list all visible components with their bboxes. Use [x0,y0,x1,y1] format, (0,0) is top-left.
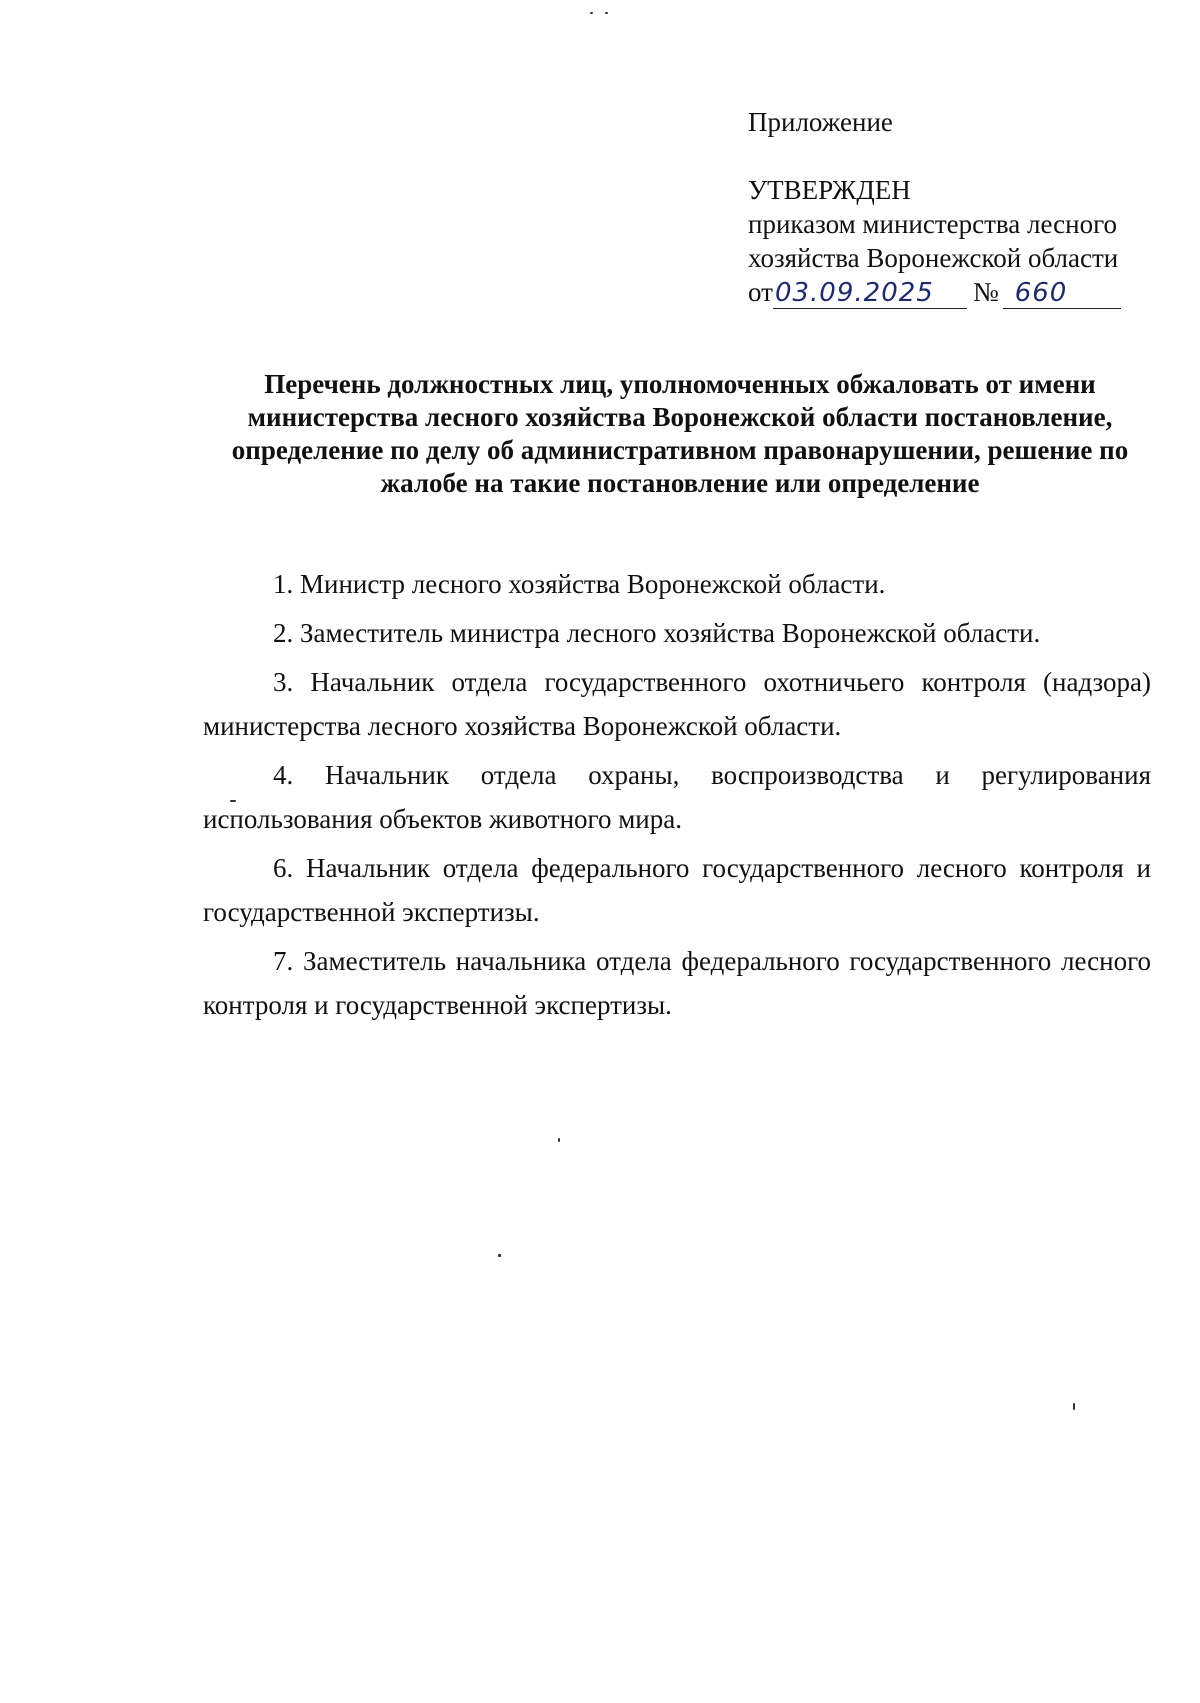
scan-speck [558,1138,560,1142]
list-item: 4. Начальник отдела охраны, воспроизводства и регулирования использования объектов животного мира. [203,760,1151,834]
approved-label: УТВЕРЖДЕН [748,175,911,205]
order-number-handwritten: 660 [1014,278,1068,308]
annex-title: Приложение [748,107,893,137]
date-prefix: от [748,277,773,307]
approved-by-line-1: приказом министерства лесного [748,209,1117,239]
list-item: 2. Заместитель министра лесного хозяйства Воронежской области. [273,618,1041,648]
list-item: 6. Начальник отдела федерального государственного лесного контроля и государственной экспертизы. [203,853,1151,927]
order-date-handwritten: 03.09.2025 [774,278,934,308]
approval-block [748,105,1168,309]
scan-speck [605,12,608,14]
approved-by-line-2: хозяйства Воронежской области [748,243,1119,273]
order-date-field [773,277,967,309]
list-item: 3. Начальник отдела государственного охотничьего контроля (надзора) министерства лесного хозяйства Воронежской области. [203,667,1151,741]
list-item: 7. Заместитель начальника отдела федерального государственного лесного контроля и государственной экспертизы. [203,946,1151,1020]
number-label: № [972,277,999,307]
scan-speck [498,1254,501,1257]
scan-speck [230,800,236,802]
officials-list [203,562,1151,1032]
order-date-number-line [748,275,1168,309]
list-item: 1. Министр лесного хозяйства Воронежской области. [273,569,886,599]
scan-speck [1073,1403,1075,1410]
scan-speck [590,12,593,14]
document-heading: Перечень должностных лиц, уполномоченных обжаловать от имени министерства лесного хозяйства Воронежской области постановление, определение по делу об административном правонарушении, решение по жалобе на такие постановление или определение [231,369,1129,498]
order-number-field [1003,277,1121,309]
